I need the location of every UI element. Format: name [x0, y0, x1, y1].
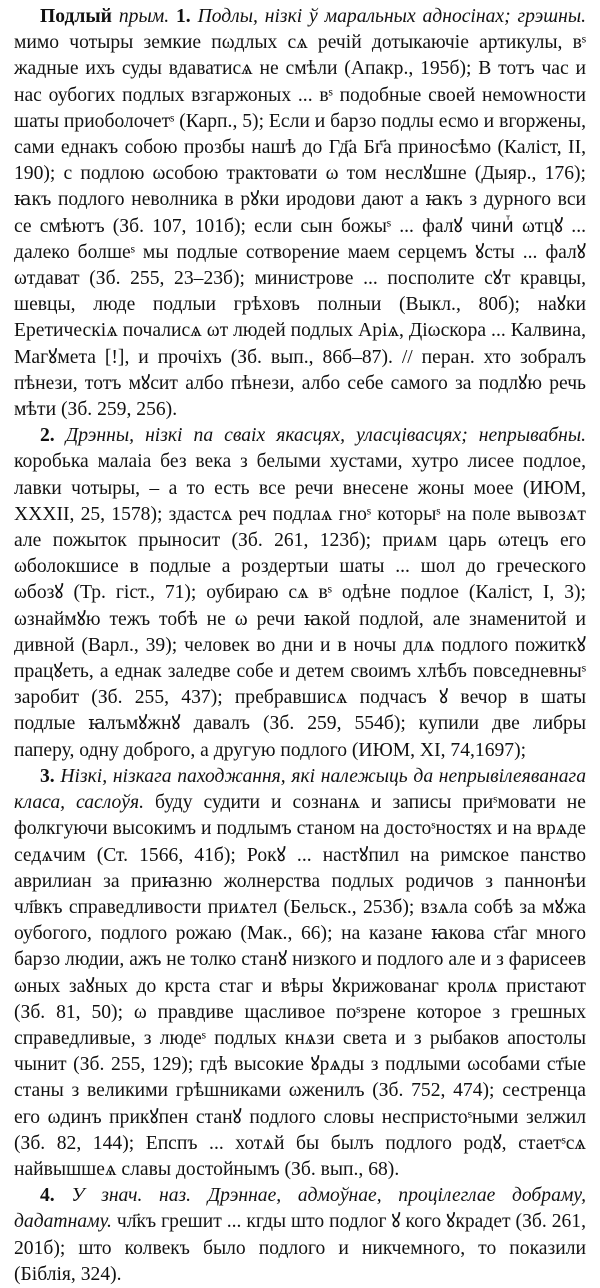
entry-sense-3	[14, 764, 586, 1183]
entry-sense-1	[14, 4, 586, 423]
entry-sense-4	[14, 1183, 586, 1288]
sense-definition: Дрэнны, нізкі па сваіх якасцях, уласцівасцях; непрывабны.	[65, 425, 586, 447]
sense-citations: коробька малаіа без века з белыми хустами, хутро лисее подлое, лавки чотыры, – а то есть все речи внесене жоны моее (ИЮМ, XXXII, 25, 1578); здастсѧ реч подлаѧ гноˢ которыˢ на поле вывозѧт але пожыток прыносит (Зб. 261, 123б); приѧм царь ωтецъ его ωболокшисе в подлые а роздертыи шаты ... шол до греческого ωбозꙋ (Тр. гіст., 71); оубираю сѧ вˢ одѣне подлое (Каліст, I, 3); ωзнаймꙋю тежъ тобѣ не ω речи ꙗкой подлой, але знаменитой и дивной (Варл., 39); человек во дни и в ночы длѧ подлого пожиткꙋ працꙋеть, а еднак заледве собе и детем своимъ хлѣбъ повседневныˢ заробит (Зб. 255, 437); пребравшисѧ подчасъ ꙋ вечор в шаты подлые ꙗлъмꙋжнꙋ давалъ (Зб. 259, 554б); купили две либры паперу, одну доброго, а другую подлого (ИЮМ, XI, 74,1697);	[14, 451, 586, 761]
sense-number: 2.	[40, 425, 55, 447]
entry-headword: Подлый	[40, 6, 112, 27]
sense-number: 1.	[176, 6, 191, 27]
sense-citations: мимо чотыры земкие пωдлых сѧ речій дотыкаючіе артикулы, вˢ жадные ихъ суды вдаватисѧ не смѣли (Апакр., 195б); В тотъ час и нас оубогих подлых взгаржоных ... вˢ подобные своей немоwности шаты приоболочетˢ (Карп., 5); Если и барзо подлы есмо и вгоржены, сами еднакъ собою прозбы нашѣ до Гд҃а Бг҃а приносѣмо (Каліст, II, 190); с подлою ωсобою трактовати ω том неслꙋшне (Дыяр., 176); ꙗкъ подлого неволника в рꙋки иродови дают а ꙗкъ з дурного вси се смѣютъ (Зб. 107, 101б); если сын божыˢ ... фалꙋ чиниⷮ ωтцꙋ ... далеко болшеˢ мы подлые сотворение маем серцемъ ꙋсты ... фалꙋ ωтдават (Зб. 255, 23–23б); министрове ... посполите сꙋт кравцы, шевцы, люде подлыи грѣховъ полныи (Выкл., 80б); наꙋки Еретическіѧ почалисѧ ωт людей подлых Аріѧ, Діωскора ... Калвина, Магꙋмета [!], и прочіхъ (Зб. вып., 86б–87). // перан. хто зобралъ пѣнези, тотъ мꙋсит албо пѣнези, албо себе самого за подлꙋю речь мѣти (Зб. 259, 256).	[14, 32, 586, 421]
sense-citations: буду судити и сознанѧ и записы приˢмовати не фолкгуючи высокимъ и подлымъ станом на достоˢностях и на врѧде седѧчим (Ст. 1566, 41б); Рокꙋ ... настꙋпил на римское панство аврилиан за приꙗзню жолнерства подлых родичов з паннонѣи чл҃вкъ справедливости приѧтел (Бельск., 253б); взѧла собѣ за мꙋжа оубогого, подлого рожаю (Мак., 66); на казане ꙗкова ст҃аг много барзо людии, ажъ не толко станꙋ низкого и подлого але и з фарисеев ωных заꙋных до крста стаг и вѣры ꙋкрижованаг кролѧ пристают (Зб. 81, 50); ω правдиве щасливое поˢзрене которое з грешных справедливые, з людеˢ подлых кнѧзи света и з рыбаков апостолы чынит (Зб. 255, 129); гдѣ высокие ꙋрѧды з подлыми ωсобами ст҃ые станы з великими грѣшниками ωженилъ (Зб. 752, 474); сестренца его ωдинъ прикꙋпен станꙋ подлого словы неспристо​ˢными зелжил (Зб. 82, 144); Епспъ ... хотѧй бы былъ подлого родꙋ, стаетˢсѧ найвышшеѧ славы достойнымъ (Зб. вып., 68).	[14, 792, 586, 1180]
sense-citations: чл҃къ грешит ... кгды што подлог ꙋ кого ꙋкрадет (Зб. 261, 201б); што колвекъ было подлого и никчемного, то показили (Біблія, 324).	[14, 1211, 586, 1285]
sense-definition: Нізкі, нізкага паходжання, які належыць да непрывілеяванага класа, саслоўя.	[14, 765, 586, 814]
sense-number: 4.	[40, 1185, 55, 1207]
entry-sense-2	[14, 423, 586, 764]
sense-number: 3.	[40, 765, 55, 787]
sense-definition: У знач. наз. Дрэннае, адмоўнае, процілеглае добраму, дадатнаму.	[14, 1185, 586, 1233]
entry-grammar-label: прым.	[118, 6, 170, 27]
sense-definition: Подлы, нізкі ў маральных адносінах; грэшны.	[197, 6, 586, 27]
